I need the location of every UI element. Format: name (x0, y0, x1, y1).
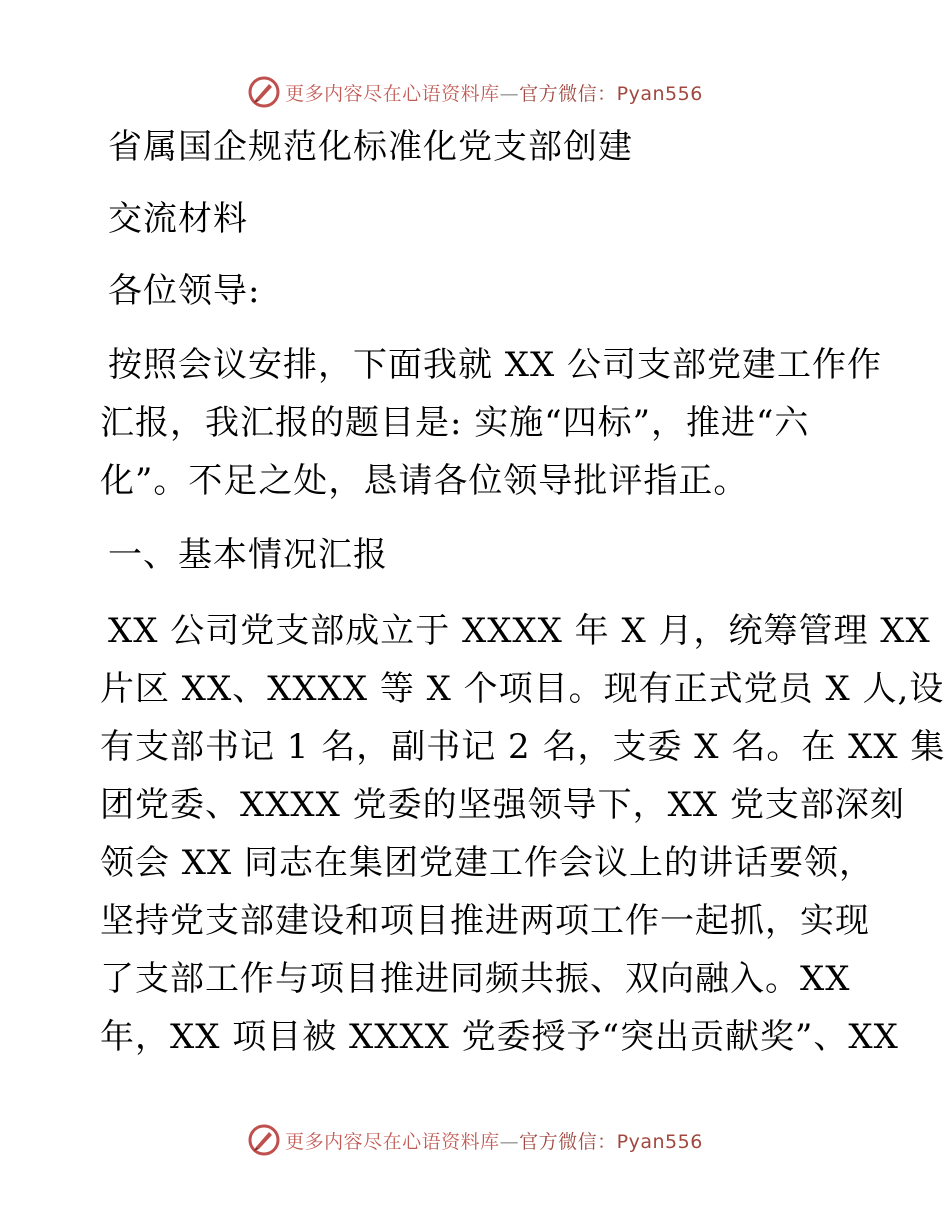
paragraph-line: 化”。不足之处，恳请各位领导批评指正。 (100, 461, 749, 501)
quill-seal-logo-icon (247, 75, 281, 109)
watermark-official-text: 官方微信：Pyan556 (519, 82, 703, 105)
paragraph-line: 领会 XX 同志在集团党建工作会议上的讲话要领， (100, 843, 875, 883)
watermark-text (285, 1127, 703, 1154)
footer-watermark (0, 1120, 950, 1160)
section-heading: 一、基本情况汇报 (108, 535, 388, 575)
paragraph-line: XX 公司党支部成立于 XXXX 年 X 月，统筹管理 XX (108, 611, 931, 651)
quill-seal-logo-icon (247, 1123, 281, 1157)
watermark-text (285, 79, 703, 106)
basic-info-paragraph (100, 602, 946, 1066)
intro-paragraph (100, 336, 883, 510)
watermark-official-text: 官方微信：Pyan556 (519, 1130, 703, 1153)
paragraph-line: 了支部工作与项目推进同频共振、双向融入。XX (100, 959, 851, 999)
paragraph-line: 汇报，我汇报的题目是: 实施“四标”，推进“六 (100, 403, 810, 443)
document-title-line2: 交流材料 (108, 199, 248, 239)
paragraph-line: 坚持党支部建设和项目推进两项工作一起抓，实现 (100, 901, 870, 941)
header-watermark (0, 72, 950, 112)
greeting: 各位领导: (108, 271, 261, 311)
watermark-separator: — (499, 82, 520, 105)
paragraph-line: 有支部书记 1 名，副书记 2 名，支委 X 名。在 XX 集 (100, 727, 946, 767)
watermark-site-text: 更多内容尽在心语资料库 (285, 82, 500, 105)
paragraph-line: 片区 XX、XXXX 等 X 个项目。现有正式党员 X 人,设 (100, 669, 945, 709)
paragraph-line: 按照会议安排，下面我就 XX 公司支部党建工作作 (108, 345, 883, 385)
document-body (100, 120, 946, 1066)
watermark-separator: — (499, 1130, 520, 1153)
paragraph-line: 团党委、XXXX 党委的坚强领导下，XX 党支部深刻 (100, 785, 905, 825)
paragraph-line: 年，XX 项目被 XXXX 党委授予“突出贡献奖”、XX (100, 1017, 899, 1057)
document-title-line1: 省属国企规范化标准化党支部创建 (108, 127, 633, 167)
watermark-site-text: 更多内容尽在心语资料库 (285, 1130, 500, 1153)
